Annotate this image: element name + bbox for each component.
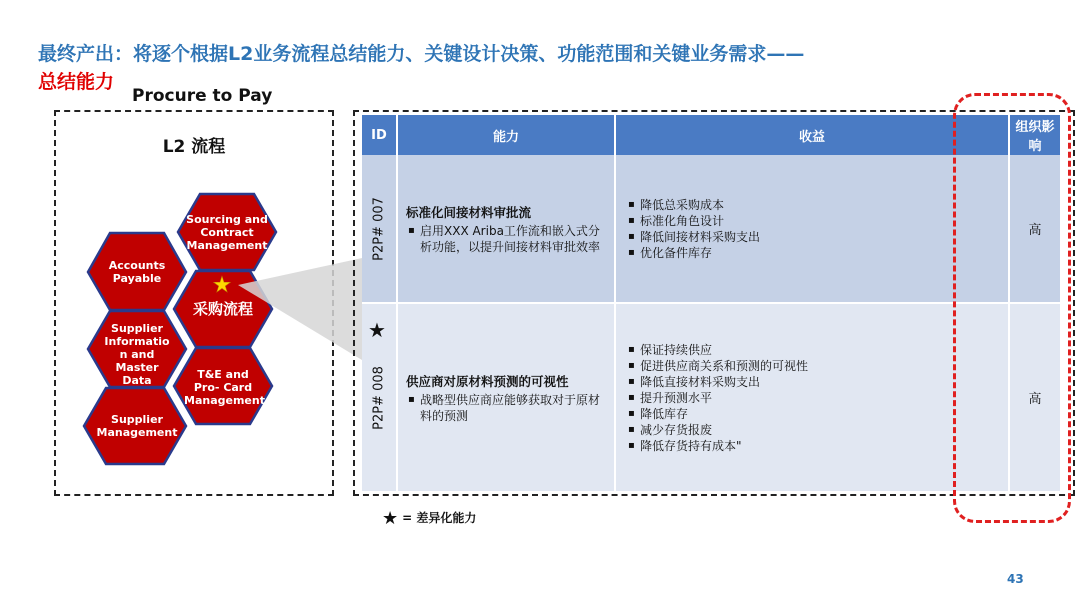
- benefit-cell: [615, 155, 1009, 303]
- legend: [382, 508, 476, 529]
- benefit-item: ▪ 降低存货持有成本": [640, 438, 998, 454]
- capability-bullet: ▪ 战略型供应商应能够获取对于原材料的预测: [420, 392, 606, 424]
- benefit-item: ▪ 降低直接材料采购支出: [640, 374, 998, 390]
- benefit-item: ▪ 降低间接材料采购支出: [640, 229, 998, 245]
- capability-bullet: ▪ 启用XXX Ariba工作流和嵌入式分析功能，以提升间接材料审批效率: [420, 223, 606, 255]
- hex-supplier-mgmt-label: Supplier Management: [96, 413, 178, 439]
- hex-center-label: 采购流程: [192, 300, 253, 318]
- hex-tne-label: T&E and Pro- Card Management: [184, 368, 265, 407]
- row-id: P2P# 007: [371, 196, 387, 261]
- capability-title: 标准化间接材料审批流: [406, 204, 532, 220]
- benefit-item: ▪ 减少存货报废: [640, 422, 998, 438]
- benefit-item: ▪ 提升预测水平: [640, 390, 998, 406]
- star-icon: ★: [212, 273, 232, 298]
- l2-process-heading: L2 流程: [162, 137, 226, 157]
- benefit-item: ▪ 降低库存: [640, 406, 998, 422]
- differentiator-star-icon: ★: [368, 318, 386, 342]
- row-id: P2P# 008: [371, 365, 387, 430]
- legend-star-icon: ★: [382, 508, 399, 529]
- hex-supplier-info-label: Supplier Informatio n and Master Data: [104, 322, 170, 387]
- capability-cell: [397, 303, 615, 492]
- page-number: 43: [1007, 572, 1024, 586]
- header-id: ID: [362, 115, 397, 155]
- legend-label: = 差异化能力: [402, 511, 477, 525]
- capability-title: 供应商对原材料预测的可视性: [406, 373, 569, 389]
- capability-cell: [397, 155, 615, 303]
- process-subtitle: Procure to Pay: [132, 86, 273, 106]
- benefit-item: ▪ 促进供应商关系和预测的可视性: [640, 358, 998, 374]
- benefit-cell: [615, 303, 1009, 492]
- header-capability: 能力: [397, 115, 615, 155]
- impact-highlight-frame: [953, 93, 1071, 523]
- id-cell: [362, 155, 397, 303]
- benefit-item: ▪ 标准化角色设计: [640, 213, 998, 229]
- hex-sourcing-label: Sourcing and Contract Management: [186, 213, 268, 252]
- slide-title-main: 最终产出：将逐个根据L2业务流程总结能力、关键设计决策、功能范围和关键业务需求——: [38, 43, 805, 65]
- slide-title-highlight: 总结能力: [38, 71, 115, 93]
- benefit-item: ▪ 优化备件库存: [640, 245, 998, 261]
- impact-cell: 高: [1009, 303, 1061, 492]
- impact-cell: 高: [1009, 155, 1061, 303]
- hex-accounts-label: Accounts Payable: [108, 259, 166, 285]
- benefit-item: ▪ 降低总采购成本: [640, 197, 998, 213]
- header-benefit: 收益: [615, 115, 1009, 155]
- benefit-item: ▪ 保证持续供应: [640, 342, 998, 358]
- header-impact: 组织影响: [1009, 115, 1061, 155]
